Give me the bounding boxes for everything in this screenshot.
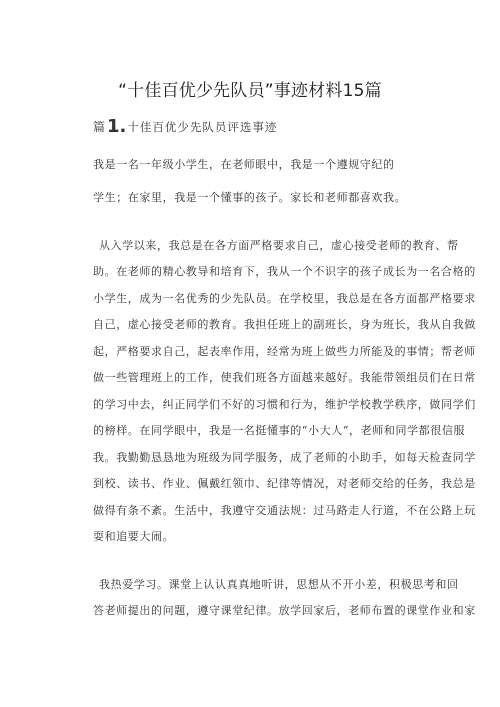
section-number: 1. bbox=[107, 116, 127, 137]
body-line: 的学习中去，纠正同学们不好的习惯和行为，维护学校教学秩序，做同学们 bbox=[93, 398, 476, 411]
section-prefix: 篇 bbox=[93, 120, 107, 134]
body-line: 答老师提出的问题，遵守课堂纪律。放学回家后，老师布置的课堂作业和家 bbox=[93, 604, 476, 617]
body-line: 我。我勤勤恳恳地为班级为同学服务，成了老师的小助手，如每天检查同学 bbox=[93, 451, 476, 464]
body-line: 小学生，成为一名优秀的少先队员。在学校里，我总是在各方面都严格要求 bbox=[93, 292, 476, 305]
section-title: 十佳百优少先队员评选事迹 bbox=[127, 120, 278, 134]
body-line: 的榜样。在同学眼中，我是一名挺懂事的“小大人”，老师和同学都很信服 bbox=[93, 424, 466, 437]
body-line: 自己，虚心接受老师的教育。我担任班上的副班长，身为班长，我从自我做 bbox=[93, 318, 476, 331]
document-title: “十佳百优少先队员”事迹材料15篇 bbox=[118, 81, 382, 101]
body-line: 做一些管理班上的工作，使我们班各方面越来越好。我能带领组员们在日常 bbox=[93, 371, 476, 384]
body-line: 从入学以来，我总是在各方面严格要求自己，虚心接受老师的教育、帮 bbox=[99, 239, 459, 252]
body-line: 学生；在家里，我是一个懂事的孩子。家长和老师都喜欢我。 bbox=[93, 191, 407, 204]
body-line: 到校、读书、作业、佩戴红领巾、纪律等情况，对老师交给的任务，我总是 bbox=[93, 477, 476, 490]
body-line: 助。在老师的精心教导和培育下，我从一个不识字的孩子成长为一名合格的 bbox=[93, 265, 476, 278]
body-line: 耍和追要大闹。 bbox=[93, 530, 175, 543]
body-line: 我是一名一年级小学生，在老师眼中，我是一个遵规守纪的 bbox=[93, 158, 395, 171]
section-heading bbox=[93, 116, 277, 137]
body-line: 做得有条不紊。生活中，我遵守交通法规：过马路走人行道，不在公路上玩 bbox=[93, 504, 476, 517]
body-line: 我热爱学习。课堂上认认真真地听讲，思想从不开小差，积极思考和回 bbox=[99, 578, 459, 591]
body-line: 起，严格要求自己，起表率作用，经常为班上做些力所能及的事情；帮老师 bbox=[93, 345, 476, 358]
